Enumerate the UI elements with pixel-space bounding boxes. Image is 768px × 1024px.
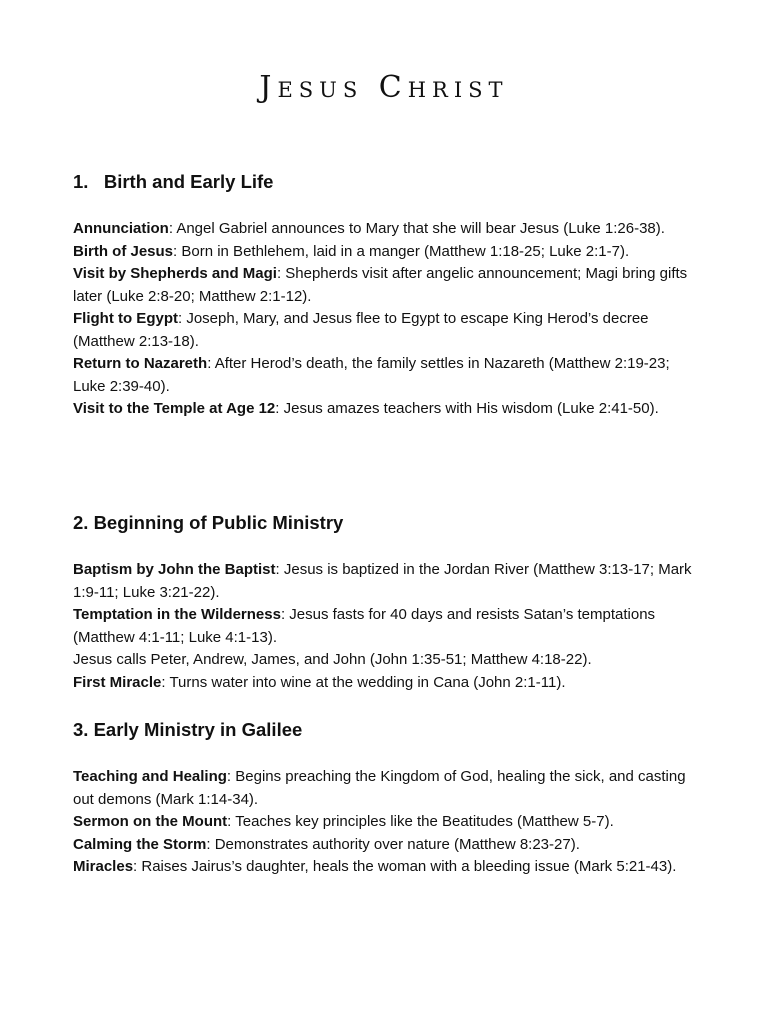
list-item [73,672,693,695]
section-heading: 1. Birth and Early Life [73,171,274,192]
entry-text: : Turns water into wine at the wedding in Cana (John 2:1-11). [161,673,566,691]
list-item [73,604,693,649]
entry-text: : Joseph, Mary, and Jesus flee to Egypt to escape King Herod’s decree (Matthew 2:13-18). [73,310,649,350]
entry-list [73,218,693,421]
list-item [73,856,693,879]
list-item [73,241,693,264]
entry-term: Annunciation [73,220,169,237]
entry-text: : Jesus is baptized in the Jordan River (Matthew 3:13-17; Mark 1:9-11; Luke 3:21-22). [73,561,692,601]
entry-term: Sermon on the Mount [73,813,228,830]
entry-text: : Jesus fasts for 40 days and resists Satan’s temptations (Matthew 4:1-11; Luke 4:1-13). [73,606,656,646]
list-item [73,834,693,857]
entry-text: : Demonstrates authority over nature (Matthew 8:23-27). [206,835,580,853]
section-beginning-of-public-ministry [73,511,693,691]
entry-term: Visit by Shepherds and Magi [73,265,277,282]
section-heading: 3. Early Ministry in Galilee [73,719,303,740]
list-item [73,353,693,398]
entry-term: Flight to Egypt [73,310,178,327]
entry-term: Birth of Jesus [73,242,174,260]
list-item [73,398,693,421]
entry-term: Baptism by John the Baptist [73,561,276,578]
entry-text: : Teaches key principles like the Beatitudes (Matthew 5-7). [227,813,614,830]
entry-list [73,559,693,694]
entry-text: : Begins preaching the Kingdom of God, healing the sick, and casting out demons (Mark 1:14-34). [73,768,686,808]
list-item [73,649,693,672]
entry-list [73,766,693,879]
entry-term: Return to Nazareth [73,355,208,372]
list-item [73,308,693,353]
entry-text: Jesus calls Peter, Andrew, James, and John (John 1:35-51; Matthew 4:18-22). [73,651,592,668]
entry-term: Visit to the Temple at Age 12 [73,400,276,417]
section-early-ministry-in-galilee [73,718,693,875]
list-item [73,218,693,241]
entry-term: Teaching and Healing [73,768,227,785]
entry-text: : Jesus amazes teachers with His wisdom (Luke 2:41-50). [275,400,659,417]
list-item [73,559,693,604]
entry-term: Miracles [73,858,134,875]
entry-text: : Angel Gabriel announces to Mary that she will bear Jesus (Luke 1:26-38). [168,220,665,237]
entry-text: : Born in Bethlehem, laid in a manger (Matthew 1:18-25; Luke 2:1-7). [173,242,630,260]
entry-term: Calming the Storm [73,835,207,853]
section-birth-and-early-life [73,170,693,417]
document-title: Jesus Christ [259,70,509,105]
list-item [73,263,693,308]
entry-term: First Miracle [73,673,162,691]
entry-text: : After Herod’s death, the family settles in Nazareth (Matthew 2:19-23; Luke 2:39-40). [73,355,670,395]
section-heading: 2. Beginning of Public Ministry [73,512,344,533]
list-item [73,811,693,834]
entry-text: : Shepherds visit after angelic announcement; Magi bring gifts later (Luke 2:8-20; Matthew 2:1-12). [73,265,688,305]
list-item [73,766,693,811]
entry-text: : Raises Jairus’s daughter, heals the woman with a bleeding issue (Mark 5:21-43). [133,858,677,875]
entry-term: Temptation in the Wilderness [73,606,281,623]
